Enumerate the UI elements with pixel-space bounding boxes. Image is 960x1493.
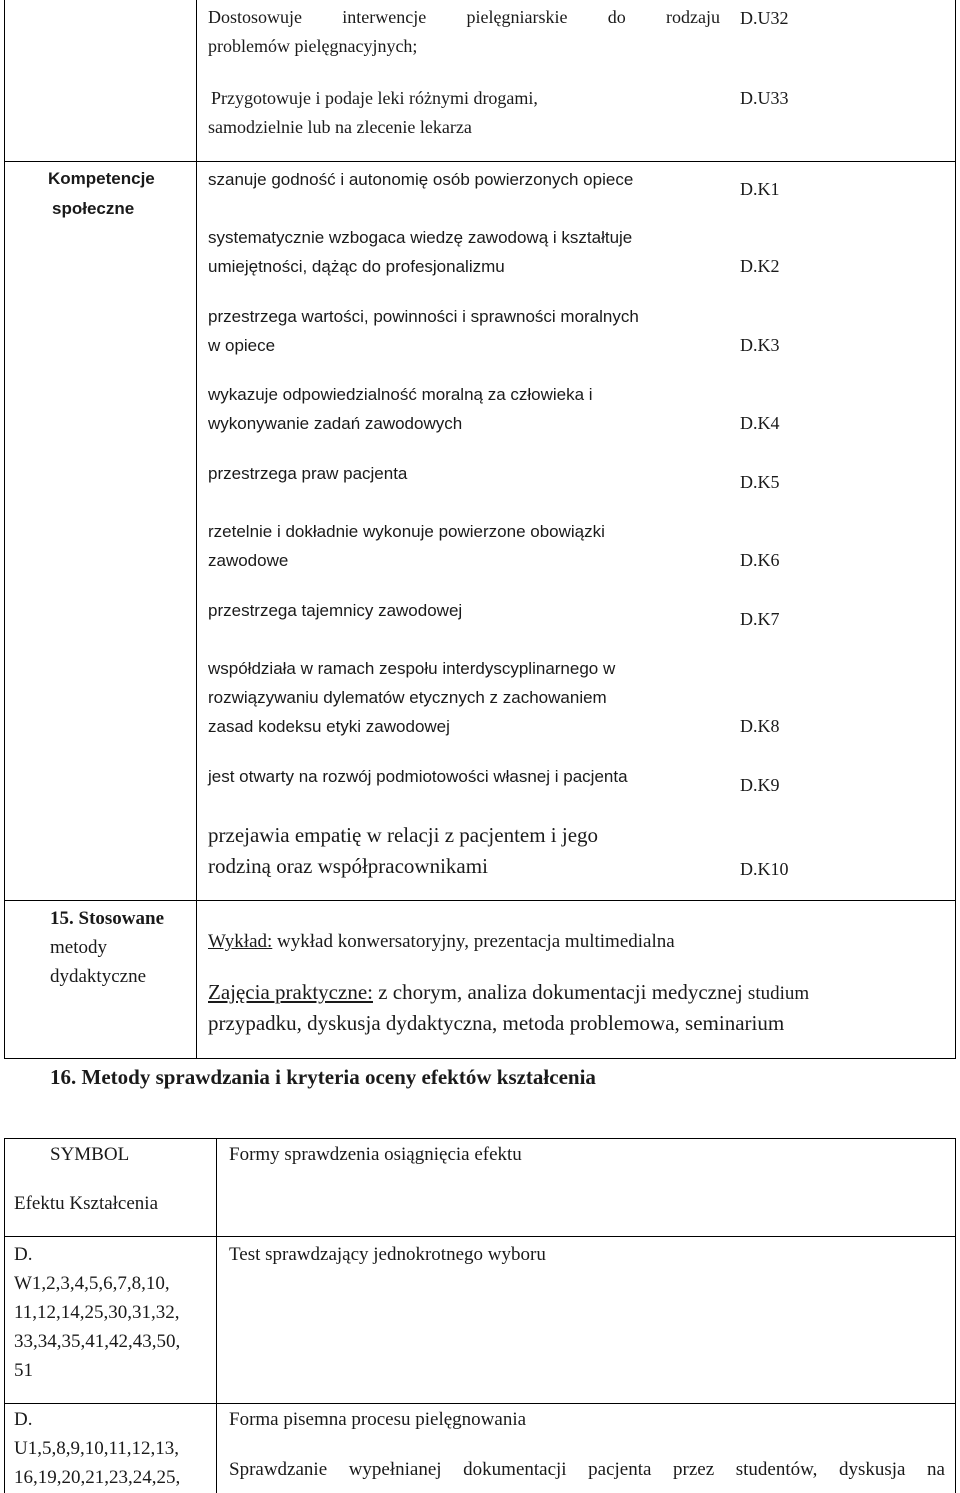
competence-text-line: rzetelnie i dokładnie wykonuje powierzone obowiązki [208,522,605,541]
practical-line-1 [208,977,809,1009]
symbol-line: U1,5,8,9,10,11,12,13, [14,1438,180,1459]
competences-label: Kompetencje [48,169,155,188]
practical-text-small: studium [747,983,810,1004]
competence-text-line: rozwiązywaniu dylematów etycznych z zachowaniem [208,688,607,707]
competence-code: D.K8 [740,716,780,736]
form-text: Test sprawdzający jednokrotnego wyboru [229,1244,546,1265]
table2-header-divider [4,1236,956,1237]
symbol-line: D. [14,1409,33,1430]
competence-code: D.K1 [740,179,780,199]
section16-heading: 16. Metody sprawdzania i kryteria oceny efektów kształcenia [50,1065,596,1089]
table2-left-border [4,1138,5,1493]
methods-number: 15. Stosowane [50,908,165,929]
table2-top-border [4,1138,956,1139]
competence-text-line: w opiece [208,336,276,355]
header-symbol-2: Efektu Kształcenia [14,1193,159,1214]
skill-text-line: samodzielnie lub na zlecenie lekarza [208,117,472,137]
table1-bottom-border [4,1058,956,1059]
table2-row-divider [4,1403,956,1404]
competence-text-line: systematycznie wzbogaca wiedzę zawodową i kształtuje [208,228,633,247]
practical-text: z chorym, analiza dokumentacji medycznej [372,980,748,1004]
competence-code: D.K9 [740,775,780,795]
symbol-line: 16,19,20,21,23,24,25, [14,1467,181,1488]
competence-code: D.K6 [740,550,780,570]
form-text: Sprawdzanie wypełnianej dokumentacji pacjenta przez studentów, dyskusja na [229,1459,945,1480]
competence-text-line: zawodowe [208,551,289,570]
header-forms: Formy sprawdzenia osiągnięcia efektu [229,1144,522,1165]
competence-code: D.K3 [740,335,780,355]
competence-code: D.K10 [740,859,789,879]
symbol-line: 33,34,35,41,42,43,50, [14,1331,181,1352]
competence-text-line: rodziną oraz współpracownikami [208,854,488,878]
methods-label-2: metody [50,937,107,958]
practical-label: Zajęcia praktyczne: [208,980,373,1004]
competence-code: D.K2 [740,256,780,276]
header-symbol: SYMBOL [50,1144,130,1165]
table2-right-border [955,1138,956,1493]
lecture-line [208,927,675,956]
competence-text-line: przestrzega wartości, powinności i sprawności moralnych [208,307,639,326]
competence-text-line: wykonywanie zadań zawodowych [208,414,463,433]
competences-label-2: społeczne [52,199,135,218]
competence-text-line: współdziała w ramach zespołu interdyscyplinarnego w [208,659,616,678]
competence-text-line: szanuje godność i autonomię osób powierzonych opiece [208,170,634,189]
symbol-line: D. [14,1244,33,1265]
competence-code: D.K5 [740,472,780,492]
skill-text-line: Dostosowuje interwencje pielęgniarskie do rodzaju [208,7,720,27]
symbol-line: W1,2,3,4,5,6,7,8,10, [14,1273,170,1294]
competence-text-line: przestrzega praw pacjenta [208,464,408,483]
table1-row-divider-methods [4,900,956,901]
competence-text-line: przejawia empatię w relacji z pacjentem i jego [208,823,599,847]
competence-text-line: jest otwarty na rozwój podmiotowości własnej i pacjenta [208,767,628,786]
skill-text-line: Przygotowuje i podaje leki różnymi drogami, [211,88,538,108]
form-text: Forma pisemna procesu pielęgnowania [229,1409,527,1430]
symbol-line: 51 [14,1360,33,1381]
lecture-label: Wykład: [208,931,273,952]
competence-text-line: zasad kodeksu etyki zawodowej [208,717,450,736]
methods-label [50,904,164,933]
skill-code: D.U33 [740,88,789,108]
competence-text-line: przestrzega tajemnicy zawodowej [208,601,463,620]
competence-code: D.K7 [740,609,780,629]
lecture-text: wykład konwersatoryjny, prezentacja multimedialna [272,931,675,952]
methods-label-3: dydaktyczne [50,966,147,987]
competence-code: D.K4 [740,413,780,433]
symbol-line: 11,12,14,25,30,31,32, [14,1302,180,1323]
competence-text-line: umiejętności, dążąc do profesjonalizmu [208,257,505,276]
table1-row-divider-competences [4,161,956,162]
practical-line-2: przypadku, dyskusja dydaktyczna, metoda problemowa, seminarium [208,1011,785,1035]
table2-col-divider [216,1138,217,1493]
competence-text-line: wykazuje odpowiedzialność moralną za człowieka i [208,385,593,404]
skill-code: D.U32 [740,8,789,28]
skill-text-line: problemów pielęgnacyjnych; [208,36,418,56]
